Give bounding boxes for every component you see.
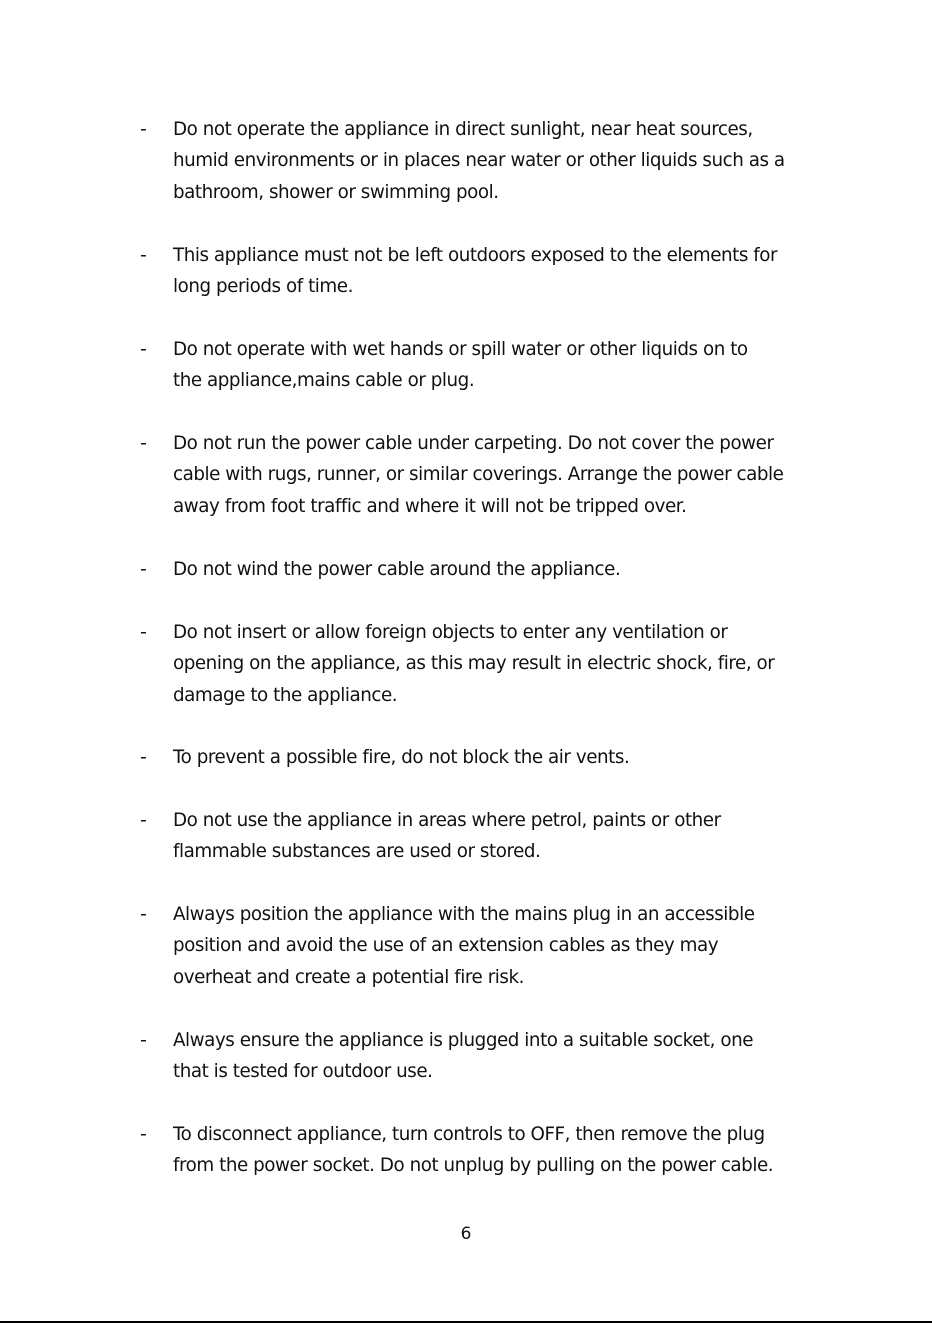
- item-line: opening on the appliance, as this may result in electric shock, fire, or: [173, 653, 775, 675]
- item-line: long periods of time.: [173, 276, 353, 298]
- item-line: position and avoid the use of an extension cables as they may: [173, 935, 719, 957]
- page-number: 6: [460, 1224, 472, 1244]
- item-line: Always ensure the appliance is plugged into a suitable socket, one: [173, 1030, 754, 1051]
- item-line: Do not run the power cable under carpeting. Do not cover the power: [173, 433, 774, 454]
- item-line: This appliance must not be left outdoors exposed to the elements for: [173, 245, 778, 266]
- item-line: cable with rugs, runner, or similar coverings. Arrange the power cable: [173, 464, 784, 486]
- item-line: To disconnect appliance, turn controls to OFF, then remove the plug: [173, 1124, 765, 1145]
- item-line: Do not operate the appliance in direct sunlight, near heat sources,: [173, 119, 753, 140]
- item-line: Do not insert or allow foreign objects to enter any ventilation or: [173, 622, 728, 643]
- item-line: Do not operate with wet hands or spill water or other liquids on to: [173, 339, 748, 360]
- item-line: damage to the appliance.: [173, 684, 398, 706]
- bullet-dash: -: [140, 118, 147, 140]
- bullet-dash: -: [140, 903, 147, 925]
- item-line: To prevent a possible fire, do not block the air vents.: [173, 747, 630, 768]
- bullet-dash: -: [140, 809, 147, 831]
- bullet-dash: -: [140, 1123, 147, 1145]
- item-line: from the power socket. Do not unplug by pulling on the power cable.: [173, 1155, 774, 1177]
- item-line: bathroom, shower or swimming pool.: [173, 181, 499, 203]
- bullet-dash: -: [140, 621, 147, 643]
- bullet-dash: -: [140, 338, 147, 360]
- item-line: humid environments or in places near water or other liquids such as a: [173, 150, 785, 172]
- item-line: Do not wind the power cable around the appliance.: [173, 559, 621, 580]
- item-line: Do not use the appliance in areas where petrol, paints or other: [173, 810, 721, 831]
- bullet-dash: -: [140, 1029, 147, 1051]
- bullet-dash: -: [140, 432, 147, 454]
- bullet-dash: -: [140, 746, 147, 768]
- bullet-dash: -: [140, 244, 147, 266]
- item-line: that is tested for outdoor use.: [173, 1061, 433, 1083]
- item-line: flammable substances are used or stored.: [173, 841, 541, 863]
- item-line: the appliance,mains cable or plug.: [173, 370, 475, 392]
- bullet-dash: -: [140, 558, 147, 580]
- item-line: Always position the appliance with the mains plug in an accessible: [173, 904, 755, 925]
- item-line: away from foot traffic and where it will not be tripped over.: [173, 495, 687, 517]
- item-line: overheat and create a potential fire risk.: [173, 966, 524, 988]
